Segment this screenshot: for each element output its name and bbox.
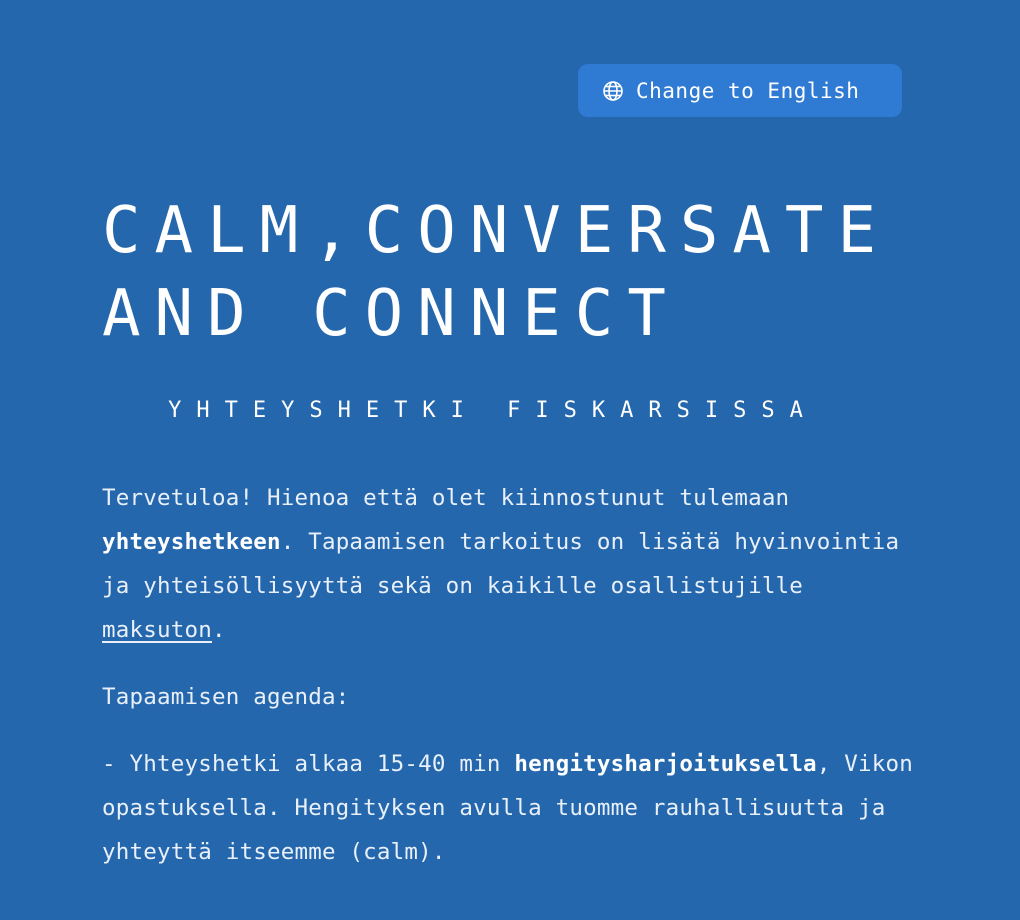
intro-paragraph xyxy=(102,476,922,652)
maksuton-link[interactable]: maksuton xyxy=(102,617,212,643)
change-language-label: Change to English xyxy=(636,78,860,103)
agenda-item-1-text-2: , Vikon opastuksella. Hengityksen avulla tuomme rauhallisuutta ja yhteyttä itseemme (calm). xyxy=(102,751,914,865)
hero-title-line1: CALM,CONVERSATE xyxy=(102,194,890,268)
hero-subtitle: YHTEYSHETKI FISKARSISSA xyxy=(168,398,818,423)
intro-text-2: . Tapaamisen tarkoitus on lisätä hyvinvointia ja yhteisöllisyyttä sekä on kaikille osallistujille xyxy=(102,529,900,599)
change-language-button[interactable] xyxy=(578,64,902,117)
agenda-item-1-text-1: - Yhteyshetki alkaa 15-40 min xyxy=(102,751,515,777)
main-content xyxy=(102,476,922,897)
globe-icon xyxy=(602,80,624,102)
intro-text-1: Tervetuloa! Hienoa että olet kiinnostunut tulemaan xyxy=(102,485,790,511)
intro-text-3: . xyxy=(211,617,226,643)
hero-title-line2: AND CONNECT xyxy=(102,277,680,351)
agenda-item-1 xyxy=(102,742,922,874)
agenda-heading: Tapaamisen agenda: xyxy=(102,684,350,710)
agenda-item-1-bold: hengitysharjoituksella xyxy=(514,751,817,777)
hero-title xyxy=(102,190,890,356)
intro-bold-yhteyshetkeen: yhteyshetkeen xyxy=(102,529,281,555)
